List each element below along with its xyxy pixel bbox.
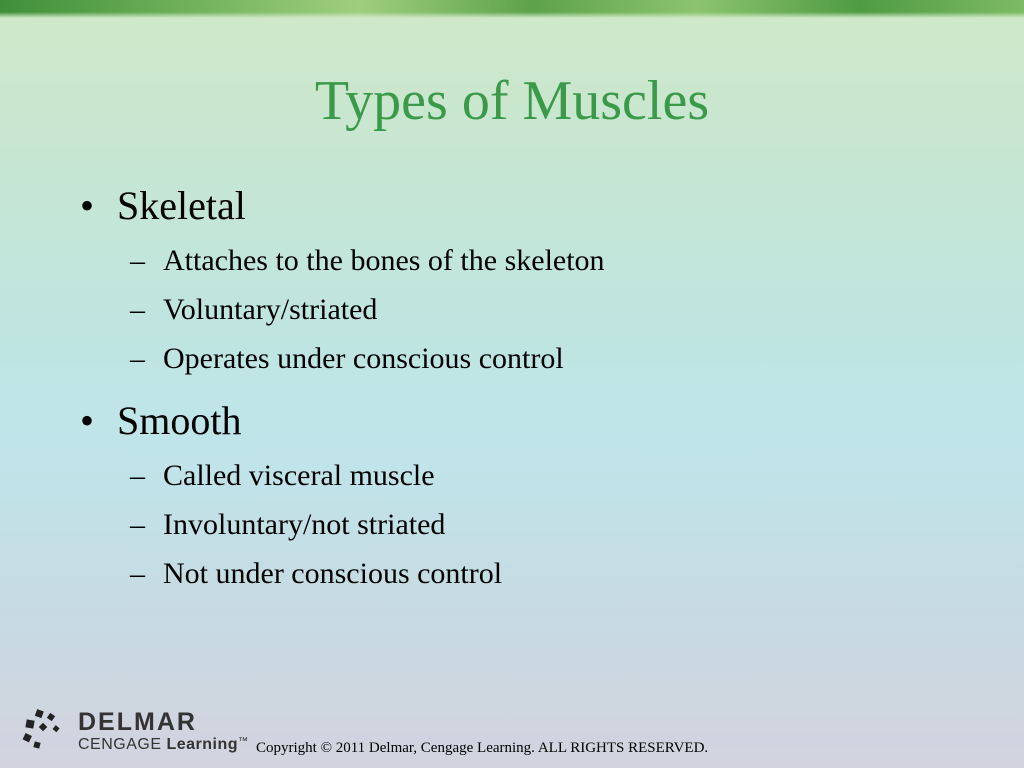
bullet-group-smooth bbox=[80, 395, 980, 598]
subitem: – Involuntary/not striated bbox=[130, 500, 980, 549]
sublist-smooth bbox=[130, 451, 980, 598]
subitem: – Not under conscious control bbox=[130, 549, 980, 598]
sublist-skeletal bbox=[130, 236, 980, 383]
copyright-notice: Copyright © 2011 Delmar, Cengage Learning. ALL RIGHTS RESERVED. bbox=[256, 740, 709, 756]
logo-mark-icon bbox=[22, 708, 66, 754]
subitem: – Attaches to the bones of the skeleton bbox=[130, 236, 980, 285]
subitem: – Voluntary/striated bbox=[130, 285, 980, 334]
logo-tm: ™ bbox=[238, 736, 249, 747]
bullet-smooth: • Smooth bbox=[80, 395, 980, 447]
subitem: – Called visceral muscle bbox=[130, 451, 980, 500]
bullet-skeletal: • Skeletal bbox=[80, 180, 980, 232]
slide-content bbox=[80, 180, 980, 598]
logo-sub-cengage: CENGAGE bbox=[78, 736, 167, 753]
logo-name: DELMAR bbox=[78, 708, 197, 736]
top-decorative-band bbox=[0, 0, 1024, 18]
logo-subtitle bbox=[78, 736, 249, 754]
slide-title: Types of Muscles bbox=[314, 70, 710, 132]
logo-sub-learning: Learning bbox=[166, 736, 239, 753]
delmar-cengage-logo bbox=[22, 708, 252, 758]
subitem: – Operates under conscious control bbox=[130, 334, 980, 383]
bullet-group-skeletal bbox=[80, 180, 980, 383]
